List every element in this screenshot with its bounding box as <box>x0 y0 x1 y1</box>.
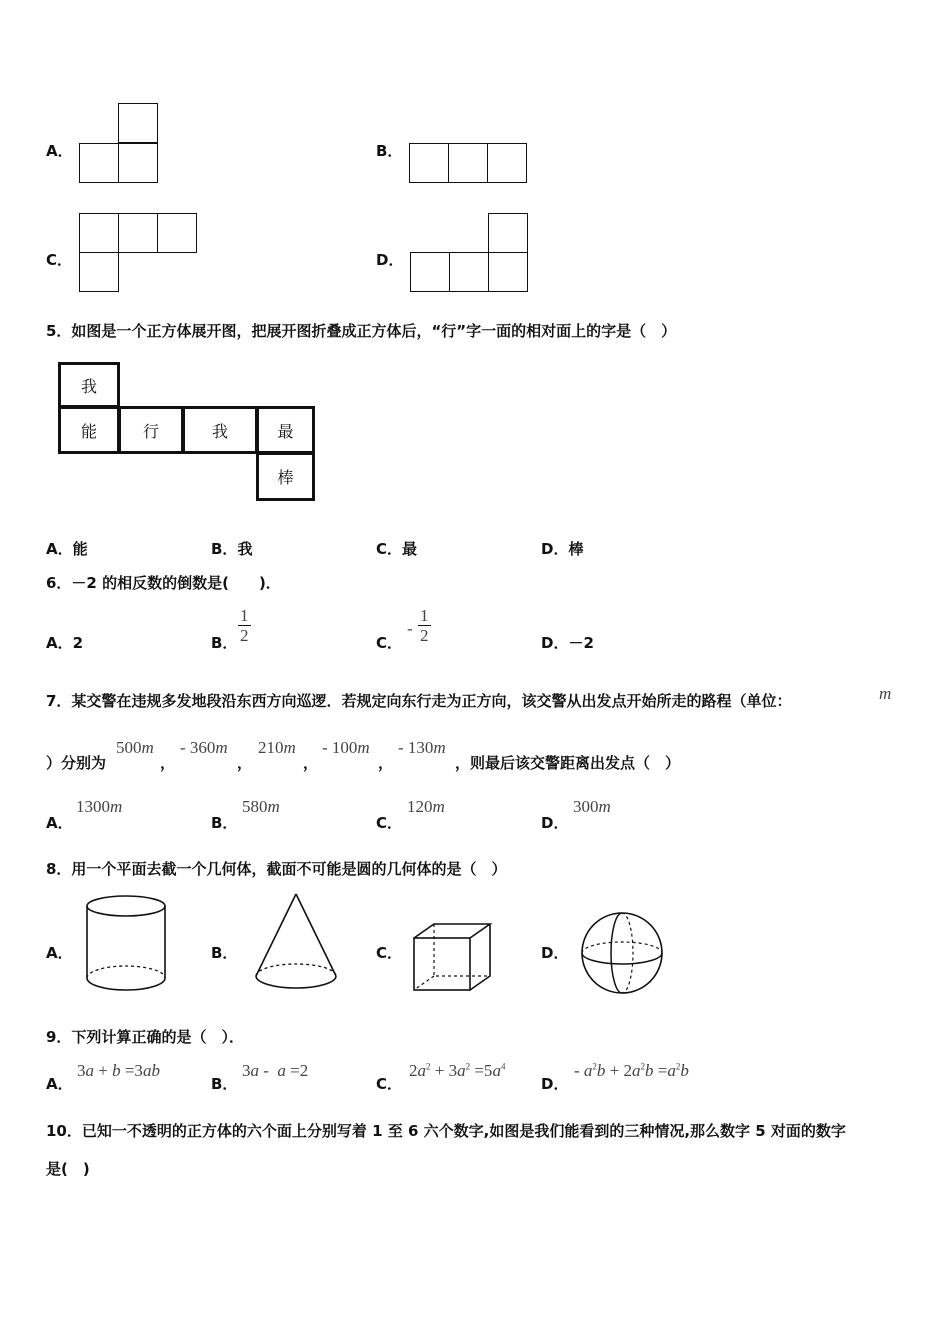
q6-stem: 6．－2 的相反数的倒数是( )． <box>46 574 281 592</box>
cone-icon <box>250 890 342 998</box>
q7-sep: ， <box>303 754 319 772</box>
q6-option-d: D．－2 <box>541 634 594 652</box>
q7-unit: m <box>879 684 892 703</box>
net-face: 最 <box>256 406 315 454</box>
net-face-bottom: 棒 <box>256 452 315 501</box>
q7-sep: ， <box>378 754 394 772</box>
q9-option-b-label: B． <box>211 1075 238 1093</box>
q7-value: - 130m <box>398 738 446 757</box>
q9-option-c-label: C． <box>376 1075 403 1093</box>
q7-sep: ， <box>160 754 176 772</box>
cylinder-icon <box>80 894 172 998</box>
net-face: 行 <box>118 406 184 454</box>
q7-option-a-label: A． <box>46 814 73 832</box>
q5-option-c: C．最 <box>376 540 418 558</box>
q8-option-b-label: B． <box>211 944 238 962</box>
q8-option-c-label: C． <box>376 944 403 962</box>
q7-value: 210m <box>258 738 296 757</box>
q7-value: - 100m <box>322 738 370 757</box>
q8-option-a-label: A． <box>46 944 73 962</box>
q10-stem-line1: 10．已知一不透明的正方体的六个面上分别写着 1 至 6 六个数字,如图是我们能看到的三种情况,那么数字 5 对面的数字 <box>46 1122 846 1140</box>
q7-stem-line2-start: ）分别为 <box>46 754 107 772</box>
q7-option-a-value: 1300m <box>76 797 123 816</box>
q6-option-c-fraction: $\frac{1}{2}$ <box>420 606 429 645</box>
q7-value: 500m <box>116 738 154 757</box>
q9-option-a-label: A． <box>46 1075 73 1093</box>
option-c-label: C． <box>46 251 73 269</box>
q7-value: - 360m <box>180 738 228 757</box>
q6-option-b-fraction: $\frac{1}{2}$ <box>240 606 249 645</box>
q7-sep: ， <box>237 754 253 772</box>
q7-option-b-label: B． <box>211 814 238 832</box>
q6-option-a: A．2 <box>46 634 84 652</box>
q5-option-d: D．棒 <box>541 540 584 558</box>
cube-icon <box>410 920 494 994</box>
q6-option-c-sign: - <box>407 619 413 638</box>
q5-option-a: A．能 <box>46 540 88 558</box>
q7-stem-line1: 7．某交警在违规多发地段沿东西方向巡逻．若规定向东行走为正方向，该交警从出发点开始所走的路程（单位： <box>46 692 792 710</box>
q7-option-b-value: 580m <box>242 797 280 816</box>
q9-option-c-expression: $2a^2 + 3a^2 =5a^4$ <box>409 1061 506 1080</box>
option-a-label: A． <box>46 142 73 160</box>
q7-option-d-label: D． <box>541 814 569 832</box>
q6-option-c-label: C． <box>376 634 403 652</box>
q7-option-d-value: 300m <box>573 797 611 816</box>
q9-option-a-expression: 3a + b =3ab <box>77 1061 160 1080</box>
sphere-icon <box>580 910 666 998</box>
q8-stem: 8．用一个平面去截一个几何体，截面不可能是圆的几何体的是（ ） <box>46 860 507 878</box>
q9-stem: 9．下列计算正确的是（ ）． <box>46 1028 244 1046</box>
q9-option-d-expression: - $a^2b + 2a^2b =a^2b$ <box>574 1061 689 1080</box>
q8-option-d-label: D． <box>541 944 569 962</box>
option-b-label: B． <box>376 142 403 160</box>
q7-option-c-label: C． <box>376 814 403 832</box>
q7-option-c-value: 120m <box>407 797 445 816</box>
net-face: 我 <box>182 406 258 454</box>
net-face-top: 我 <box>58 362 120 408</box>
q9-option-b-expression: 3a - a =2 <box>242 1061 309 1080</box>
q5-option-b: B．我 <box>211 540 253 558</box>
q7-stem-line2-end: ，则最后该交警距离出发点（ ） <box>455 754 681 772</box>
q10-stem-line2: 是( ) <box>46 1160 90 1178</box>
option-d-label: D． <box>376 251 404 269</box>
net-face: 能 <box>58 406 120 454</box>
q5-stem: 5．如图是一个正方体展开图，把展开图折叠成正方体后，“行”字一面的相对面上的字是（ ） <box>46 322 677 340</box>
q6-option-b-label: B． <box>211 634 238 652</box>
q9-option-d-label: D． <box>541 1075 569 1093</box>
